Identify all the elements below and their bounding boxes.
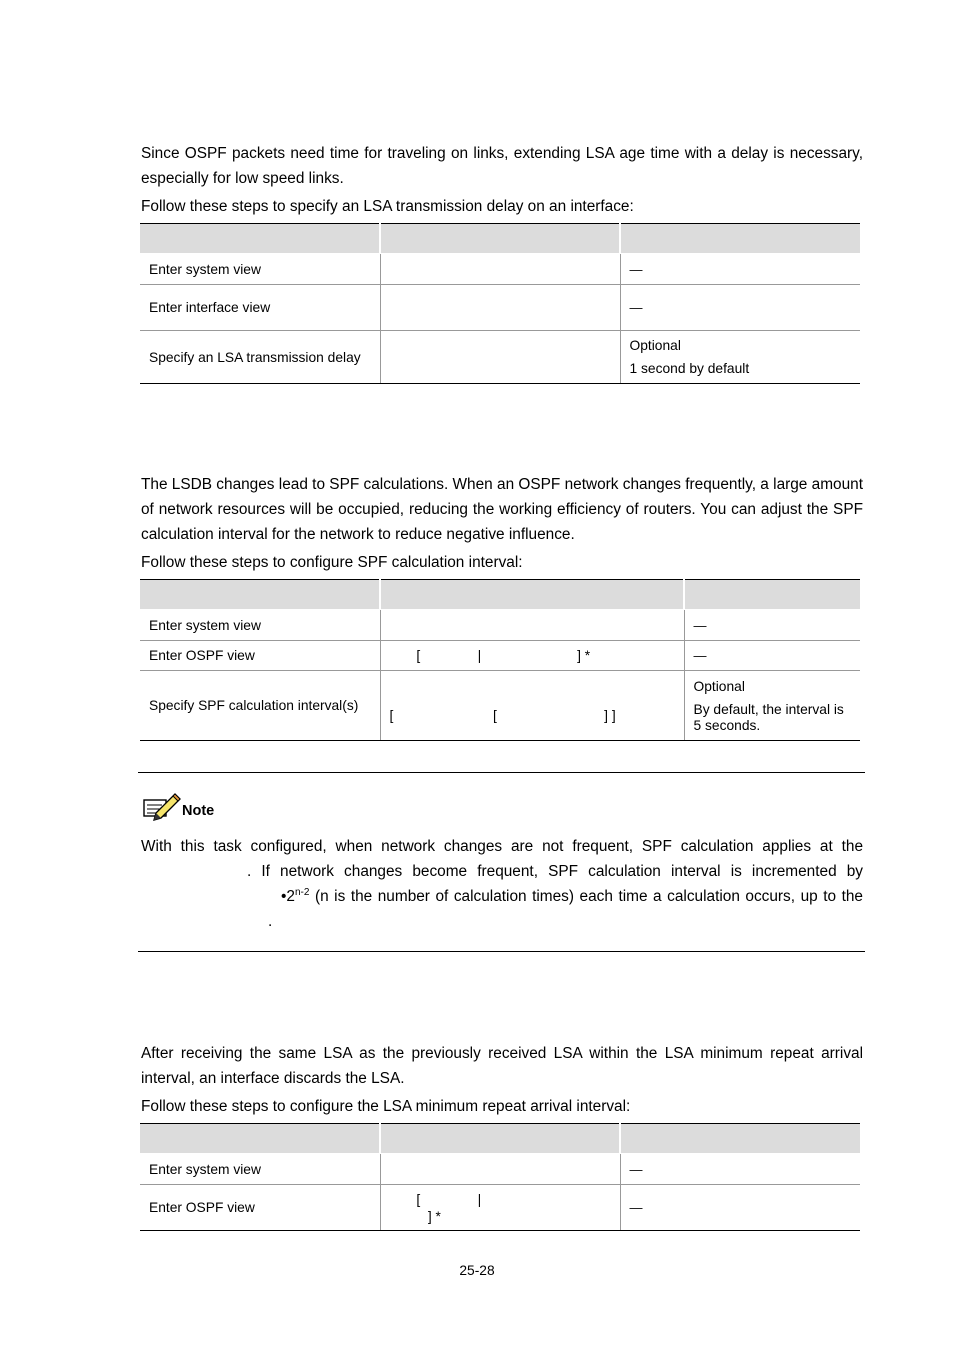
remark-line: Optional (629, 338, 681, 353)
header-cell (684, 580, 860, 610)
header-cell (380, 224, 620, 254)
remarks-cell (684, 641, 860, 671)
remarks-cell (620, 1185, 860, 1231)
spf-calculation-interval-table (140, 579, 860, 741)
note-line-text: . If network changes become frequent, SPF calculation interval is incremented by (247, 863, 863, 880)
table-row (140, 331, 860, 384)
task-cell: Specify SPF calculation interval(s) (140, 671, 380, 741)
table-row (140, 671, 860, 741)
command-cell (380, 285, 620, 331)
task-cell: Enter interface view (140, 285, 380, 331)
remark-line: By default, the interval is (693, 702, 844, 717)
section1-steps-intro: Follow these steps to specify an LSA transmission delay on an interface: (141, 198, 634, 215)
command-syntax: ] * (389, 1208, 441, 1224)
note-top-rule (138, 772, 865, 773)
table-row (140, 1185, 860, 1231)
command-cell (380, 1185, 620, 1231)
table-header-row (140, 1124, 860, 1154)
table-row (140, 285, 860, 331)
section3-steps-intro: Follow these steps to configure the LSA minimum repeat arrival interval: (141, 1098, 631, 1115)
command-cell (380, 1154, 620, 1185)
note-label: Note (182, 803, 215, 819)
remarks-cell (620, 285, 860, 331)
note-line: With this task configured, when network changes are not frequent, SPF calculation applies at the (141, 838, 863, 855)
header-cell (620, 224, 860, 254)
note-line (141, 884, 863, 909)
header-cell (380, 580, 684, 610)
remarks-cell (620, 1154, 860, 1185)
lsa-arrival-interval-table (140, 1123, 860, 1231)
remark-line: — (629, 261, 643, 277)
task-cell: Enter system view (140, 254, 380, 285)
remark-line: — (629, 1200, 643, 1215)
remark-line: — (693, 648, 707, 663)
command-cell (380, 331, 620, 384)
command-cell (380, 671, 684, 741)
page-number: 25-28 (459, 1263, 495, 1278)
task-cell: Enter OSPF view (140, 1185, 380, 1231)
table-row (140, 610, 860, 641)
formula-exponent: n-2 (294, 887, 310, 898)
note-line-text-rest: (n is the number of calculation times) each time a calculation occurs, up to the (309, 888, 863, 905)
section2-steps-intro: Follow these steps to configure SPF calculation interval: (141, 554, 523, 571)
remark-line: Optional (693, 679, 745, 694)
task-cell: Enter system view (140, 1154, 380, 1185)
note-line (141, 909, 863, 934)
header-cell (140, 224, 380, 254)
header-cell (140, 580, 380, 610)
note-line (141, 859, 863, 884)
note-pencil-icon (142, 791, 182, 821)
section1-intro: Since OSPF packets need time for traveling on links, extending LSA age time with a delay is necessary, especially for low speed links. (141, 145, 863, 187)
note-bottom-rule (138, 951, 865, 952)
remarks-cell (684, 610, 860, 641)
table-header-row (140, 224, 860, 254)
task-cell: Enter system view (140, 610, 380, 641)
remark-line: — (629, 300, 643, 315)
table-row (140, 641, 860, 671)
command-syntax: [ [ ] ] (389, 708, 616, 723)
remark-line: 1 second by default (629, 361, 750, 376)
remark-line: — (629, 1161, 643, 1177)
section2-intro: The LSDB changes lead to SPF calculations. When an OSPF network changes frequently, a large amount of network resources will be occupied, reducing the working efficiency of routers. You can adjust the SPF calculation interval for the network to reduce negative influence. (141, 476, 863, 543)
table-row (140, 254, 860, 285)
lsa-transmission-delay-table (140, 223, 860, 384)
table-header-row (140, 580, 860, 610)
formula-base: •2 (281, 888, 295, 905)
task-cell: Enter OSPF view (140, 641, 380, 671)
remarks-cell (620, 254, 860, 285)
note-line-text: . (268, 913, 273, 930)
command-syntax: [ | ] * (389, 648, 591, 663)
command-cell (380, 641, 684, 671)
note-line-text (281, 884, 863, 909)
header-cell (620, 1124, 860, 1154)
header-cell (380, 1124, 620, 1154)
remarks-cell (620, 331, 860, 384)
command-cell (380, 610, 684, 641)
remark-line: — (693, 617, 707, 633)
header-cell (140, 1124, 380, 1154)
table-row (140, 1154, 860, 1185)
command-syntax: [ | (389, 1191, 482, 1207)
task-cell: Specify an LSA transmission delay (140, 331, 380, 384)
note-body (141, 834, 863, 934)
command-cell (380, 254, 620, 285)
remarks-cell (684, 671, 860, 741)
remark-line: 5 seconds. (693, 718, 761, 733)
section3-intro: After receiving the same LSA as the previously received LSA within the LSA minimum repeat arrival interval, an interface discards the LSA. (141, 1045, 863, 1087)
